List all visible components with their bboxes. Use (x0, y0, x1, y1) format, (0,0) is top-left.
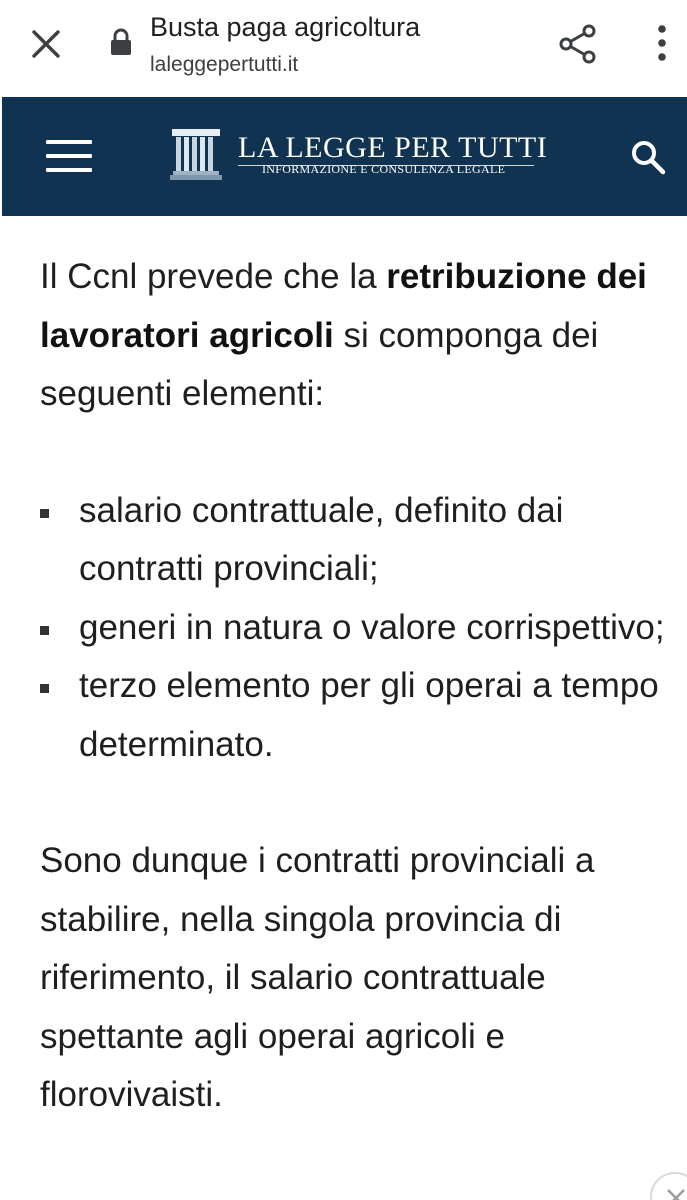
share-icon[interactable] (556, 22, 600, 66)
page-url[interactable]: laleggepertutti.it (150, 53, 299, 76)
logo-tagline: INFORMAZIONE E CONSULENZA LEGALE (262, 162, 506, 176)
page-title: Busta paga agricoltura (150, 12, 421, 42)
close-icon (662, 1182, 687, 1200)
logo-wordmark: LA LEGGE PER TUTTI (238, 131, 548, 164)
site-header (2, 97, 687, 216)
lock-icon (109, 27, 133, 57)
list-item: salario contrattuale, definito dai contratti provinciali; (40, 482, 670, 599)
more-vert-icon[interactable] (648, 22, 676, 66)
floating-button[interactable] (650, 1172, 687, 1200)
menu-icon[interactable] (46, 140, 92, 172)
browser-toolbar (0, 0, 687, 97)
site-logo[interactable] (170, 127, 548, 181)
list-item: terzo elemento per gli operai a tempo determinato. (40, 657, 670, 774)
elements-list (40, 482, 670, 775)
intro-paragraph: Il Ccnl prevede che la retribuzione dei lavoratori agricoli si componga dei seguenti elementi: (40, 257, 647, 413)
search-icon[interactable] (628, 137, 668, 177)
list-item: generi in natura o valore corrispettivo; (40, 599, 670, 658)
article-body (40, 248, 670, 1125)
closing-paragraph: Sono dunque i contratti provinciali a stabilire, nella singola provincia di riferimento, il salario contrattuale spettante agli operai agricoli e florovivaisti. (40, 841, 595, 1114)
intro-bold-text: retribuzione dei lavoratori agricoli (40, 257, 647, 355)
close-icon[interactable] (26, 24, 66, 64)
columns-logo-icon (170, 127, 222, 181)
